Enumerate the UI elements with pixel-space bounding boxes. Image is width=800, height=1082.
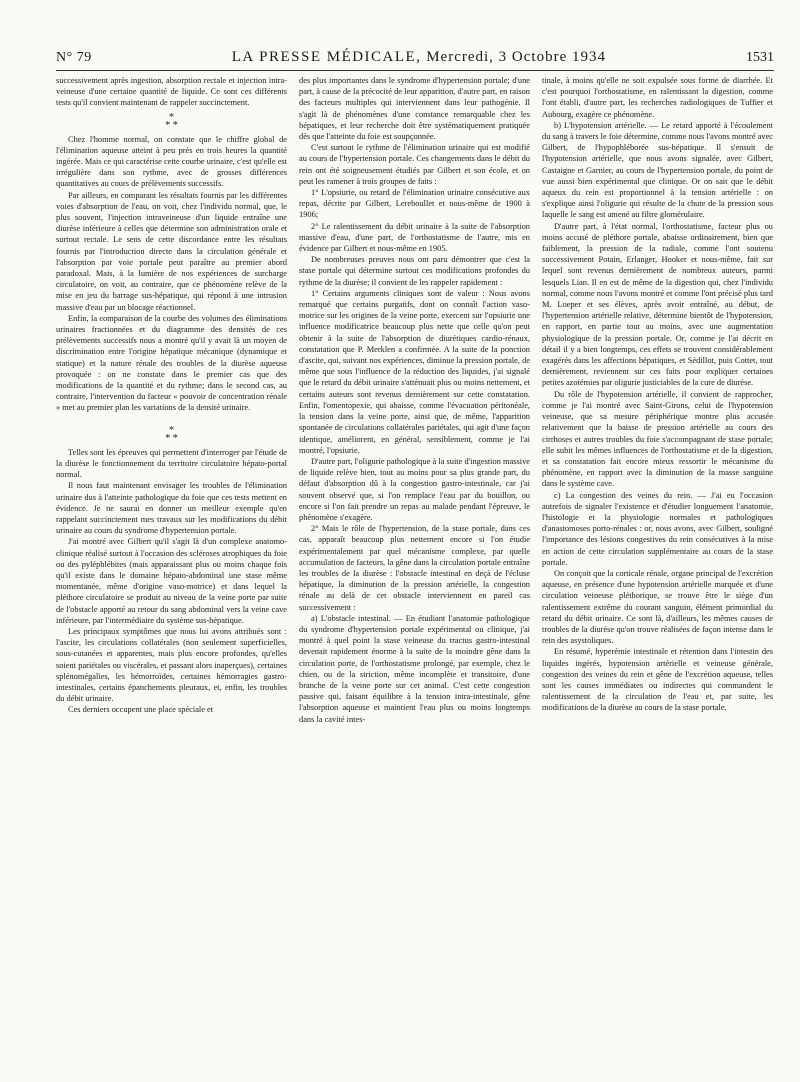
journal-name: LA PRESSE MÉDICALE, (231, 49, 422, 65)
paragraph: 2° Mais le rôle de l'hypertension, de la stase portale, dans ces cas, apparaît beaucoup plus nettement encore si l'on étudie expérimentalement par quel mécanisme complexe, par quelle accumulation de facteurs, la gêne dans la circulation portale entraîne les troubles de la diurèse : l'obstacle intestinal en deçà de l'écluse hépatique, la diminution de la pression artérielle, la congestion rénale au delà de cet obstacle interviennent en pareil cas successivement : (299, 524, 530, 612)
paragraph: D'autre part, l'oligurie pathologique à la suite d'ingestion massive de liquide relève bien, tout au moins pour sa plus grande part, du défaut d'absorption dû à la congestion gastro-intestinale, car j'ai souvent observé que, si l'on remplace l'eau par du bouillon, ou encore si l'on fait prendre un repas au malade pendant l'épreuve, le phénomène s'exagère. (299, 456, 530, 522)
separator-top: * (169, 111, 174, 123)
paragraph: C'est surtout le rythme de l'élimination urinaire qui est modifié au cours de l'hypertension portale. Ces changements dans le débit du rein ont été soigneusement étudiés par Gilbert et son école, et on peut les ramener à trois groupes de faits : (299, 143, 530, 186)
section-separator (56, 424, 287, 444)
paragraph: On conçoit que la corticale rénale, organe principal de l'excrétion aqueuse, en présence d'une hypotension artérielle marquée et d'une circulation veineuse pléthorique, se trouve être le siège d'un ralentissement extrême du courant sanguin, élément primordial du retard du débit urinaire. Ce sont là, d'ailleurs, les mêmes causes de troubles de la diurèse qu'on trouve réalisées de façon intense dans le rein des asystoliques. (542, 568, 773, 646)
paragraph: Enfin, la comparaison de la courbe des volumes des éliminations urinaires fractionnées et du diagramme des densités de ces prélèvements successifs nous a montré qu'il y avait là un moyen de discrimination entre l'origine hépatique mécanique (dynamique et statique) et la nature rénale des troubles de la diurèse aqueuse provoquée : on ne constate dans le premier cas que des modifications de la quantité et du rythme; dans le second cas, au contraire, l'intervention du facteur « pouvoir de concentration rénale » met au premier plan les variations de la densité urinaire. (56, 313, 287, 413)
paragraph: b) L'hypotension artérielle. — Le retard apporté à l'écoulement du sang à travers le foie détermine, comme nous l'avons montré avec Gilbert, de l'hypophléborée sus-hépatique. Il s'ensuit de l'hypotension artérielle, que nous avons signalée, avec Gilbert, Castaigne et Garnier, au cours de l'hypertension portale, du point de vue aussi bien expérimental que clinique. Or on sait que le débit aqueux du rein est proportionnel à la tension artérielle : on s'explique ainsi l'oligurie qui résulte de la chute de la pression sous laquelle le sang est amené au filtre glomérulaire. (542, 120, 773, 220)
column-1 (56, 75, 287, 1075)
paragraph: Il nous faut maintenant envisager les troubles de l'élimination urinaire dus à l'atteinte pathologique du foie que ces tests mettent en évidence. Je ne saurai en donner un meilleur exemple qu'en rappelant succinctement mes travaux sur les modifications du débit urinaire au cours du syndrome d'hypertension portale. (56, 481, 287, 536)
paragraph: tinale, à moins qu'elle ne soit expulsée sous forme de diarrhée. Et c'est pourquoi l'orthostatisme, en ralentissant la digestion, comme l'ont établi, d'autre part, les recherches radiologiques de Tuffier et Aubourg, exagère ce phénomène. (542, 76, 773, 119)
paragraph: Les principaux symptômes que nous lui avons attribués sont : l'ascite, les circulations collatérales (non seulement superficielles, sous-cutanées et apparentes, mais plus encore profondes, qu'elles soient pariétales ou viscérales, et passant alors inaperçues), certaines splénomégalies, les hémorroïdes, certaines hémorragies gastro-intestinales, certains épanchements pleuraux, et, enfin, les troubles du débit urinaire. (56, 626, 287, 704)
paragraph: En résumé, hyperémie intestinale et rétention dans l'intestin des liquides ingérés, hypotension artérielle et veineuse générale, congestion des veines du rein et gêne de l'excrétion aqueuse, telles sont les causes immédiates ou indirectes qui commandent le ralentissement de la circulation de l'eau et, par suite, les modifications de la diurèse au cours de la stase portale. (542, 647, 773, 713)
paragraph: a) L'obstacle intestinal. — En étudiant l'anatomie pathologique du syndrome d'hypertension portale expérimental ou clinique, j'ai montré à quel point la stase veineuse du tractus gastro-intestinal devenait rapidement énorme à la suite de la moindre gêne dans la circulation porte, de l'orthostatisme prolongé, par exemple, chez le chien, ou de la striction, même incomplète et transitoire, d'une branche de la veine porte sur cet animal. C'est cette congestion passive qui, faisant équilibre à la tension intra-intestinale, gêne l'absorption aqueuse et maintient l'eau plus ou moins longtemps dans la cavité intes- (299, 613, 530, 724)
issue-number: N° 79 (56, 50, 92, 65)
issue-date: Mercredi, 3 Octobre 1934 (426, 49, 606, 65)
paragraph: des plus importantes dans le syndrome d'hypertension portale; d'une part, à cause de la précocité de leur apparition, d'autre part, en raison des facteurs multiples qui interviennent dans leur pathogénie. Il s'agit là de phénomènes d'une constance remarquable chez les hépatiques, et leur recherche doit être systématiquement pratiquée dès que l'atteinte du foie est soupçonnée. (299, 76, 530, 142)
paragraph: De nombreuses preuves nous ont paru démontrer que c'est la stase portale qui détermine surtout ces modifications profondes du rythme de la diurèse; il convient de les rappeler rapidement : (299, 255, 530, 287)
article-body (56, 75, 774, 1075)
section-separator (56, 111, 287, 131)
paragraph: 1° L'opsiurie, ou retard de l'élimination urinaire consécutive aux repas, décrite par Gilbert, Lereboullet et nous-même de 1900 à 1906; (299, 188, 530, 220)
paragraph: Ces derniers occupent une place spéciale et (68, 705, 214, 715)
paragraph: Chez l'homme normal, on constate que le chiffre global de l'élimination aqueuse atteint à peu près en trois heures la quantité ingérée. Mais ce qui caractérise cette courbe urinaire, c'est qu'elle est irrégulière dans son rythme, avec de grosses différences quantitatives au cours de prélèvements successifs. (56, 134, 287, 189)
paragraph: D'autre part, à l'état normal, l'orthostatisme, facteur plus ou moins accusé de pléthore portale, abaisse ordinairement, bien que faiblement, la pression de la radiale, comme l'ont soutenu successivement Potain, Erlanger, Hooker et nous-même, fait sur lequel sont revenus dernièrement de nombreux auteurs, parmi lesquels Lian. Il en est de même de la digestion qui, chez l'individu normal, comme nous l'avons montré et comme l'ont précisé plus tard M. Loeper et ses élèves, après avoir entraîné, au début, de l'hypertension artérielle relative, détermine bientôt de l'hypotension, en rapport, en partie tout au moins, avec une augmentation physiologique de la pression portale. Or, comme je l'ai décrit en détail il y a bien longtemps, ces effets se trouvent considérablement exagérés dans les affections hépatiques, et Sédillot, puis Cottet, tout dernièrement, reviennent sur ces faits pour expliquer certaines petites azotémies par oligurie justiciables de la cure de diurèse. (542, 221, 773, 388)
separator-bottom: * * (165, 432, 178, 444)
paragraph: c) La congestion des veines du rein. — J'ai eu l'occasion autrefois de signaler l'existence et d'étudier longuement l'anatomie, l'histologie et la physiologie normales et pathologiques d'anastomoses porto-rénales : or, nous avons, avec Gilbert, souligné l'importance des lésions congestives du rein consécutives à la mise en action de cette circulation supplémentaire au cours de la stase portale. (542, 490, 773, 567)
paragraph: Par ailleurs, en comparant les résultats fournis par les différentes voies d'absorption de l'eau, on voit, chez l'individu normal, que, le plus souvent, l'injection intraveineuse d'un liquide entraîne une diurèse inférieure à celles que détermine son administration orale et surtout rectale. Le sens de cette discordance entre les résultats fournis par l'introduction directe dans la circulation générale et l'absorption par voie portale peut paraître au premier abord paradoxal. Mais, à la lumière de nos expériences de surcharge circulatoire, on voit, au contraire, que ce phénomène relève de la mise en jeu du barrage sus-hépatique, qui répond à une intrusion massive d'eau par un blocage réactionnel. (56, 190, 287, 312)
spacer (56, 414, 287, 422)
paragraph: 2° Le ralentissement du débit urinaire à la suite de l'absorption massive d'eau, d'une part, de l'orthostatisme de l'autre, mis en évidence par Gilbert et nous-même en 1905. (299, 221, 530, 254)
running-header (56, 38, 774, 71)
column-2 (299, 75, 530, 1075)
page-number: 1531 (745, 50, 774, 65)
journal-title (232, 49, 606, 66)
separator-bottom: * * (165, 119, 178, 131)
paragraph: Du rôle de l'hypotension artérielle, il convient de rapprocher, comme je l'ai montré avec Saint-Girons, celui de l'hypotension veineuse, que sa mesure périphérique montre plus accusée relativement que la baisse de pression artérielle au cours des cirrhoses et autres troubles du foie s'accompagnant de stase portale; elle subit les mêmes influences de l'orthostatisme et de la digestion, et sa constatation fait encore mieux ressortir le mécanisme du phénomène, en rapport avec la diminution de la masse sanguine dans le système cave. (542, 389, 773, 489)
separator-top: * (169, 424, 174, 436)
column-3 (542, 75, 773, 1075)
paragraph: 1° Certains arguments cliniques sont de valeur : Nous avons remarqué que certains purgatifs, dont on connaît l'action vaso-motrice sur les origines de la veine porte, exercent sur l'opsiurie une influence modificatrice beaucoup plus nette que celle qu'on peut obtenir à la suite de l'absorption de diurétiques cardio-rénaux, constatation que P. Merklen a confirmée. A la suite de la ponction d'ascite, qui, suivant nos expériences, diminue la pression portale, de même que sous l'influence de la réduction des liquides, j'ai signalé que le retard du débit urinaire s'atténuait plus ou moins nettement, et certains auteurs sont revenus dernièrement sur cette constatation. Enfin, l'omentopexie, qui abaisse, comme l'évacuation péritonéale, la tension dans la veine porte, ainsi que, de même, l'apparition spontanée de circulations collatérales pariétales, qui agit d'une façon identique, améliorent, en général, sensiblement, comme je l'ai montré, l'opsiurie. (299, 288, 530, 455)
paragraph: J'ai montré avec Gilbert qu'il s'agit là d'un complexe anatomo-clinique réalisé surtout à l'occasion des scléroses atrophiques du foie ou des pyléphlébites (mais apparaissant plus ou moins chaque fois qu'il existe dans le domaine hépato-abdominal une stase même momentanée, même d'origine vaso-motrice) et dans lequel la pléthore circulatoire se produit au niveau de la veine porte par suite de l'obstacle apporté au retour du sang abdominal vers la veine cave inférieure, par l'intermédiaire du système sus-hépatique. (56, 537, 287, 625)
paragraph: Telles sont les épreuves qui permettent d'interroger par l'étude de la diurèse le fonctionnement du territoire circulatoire hépato-portal normal. (56, 447, 287, 480)
paragraph: successivement après ingestion, absorption rectale et injection intra-veineuse d'une certaine quantité de liquide. Ce sont ces différents tests qu'il convient maintenant de rappeler succinctement. (56, 76, 287, 108)
